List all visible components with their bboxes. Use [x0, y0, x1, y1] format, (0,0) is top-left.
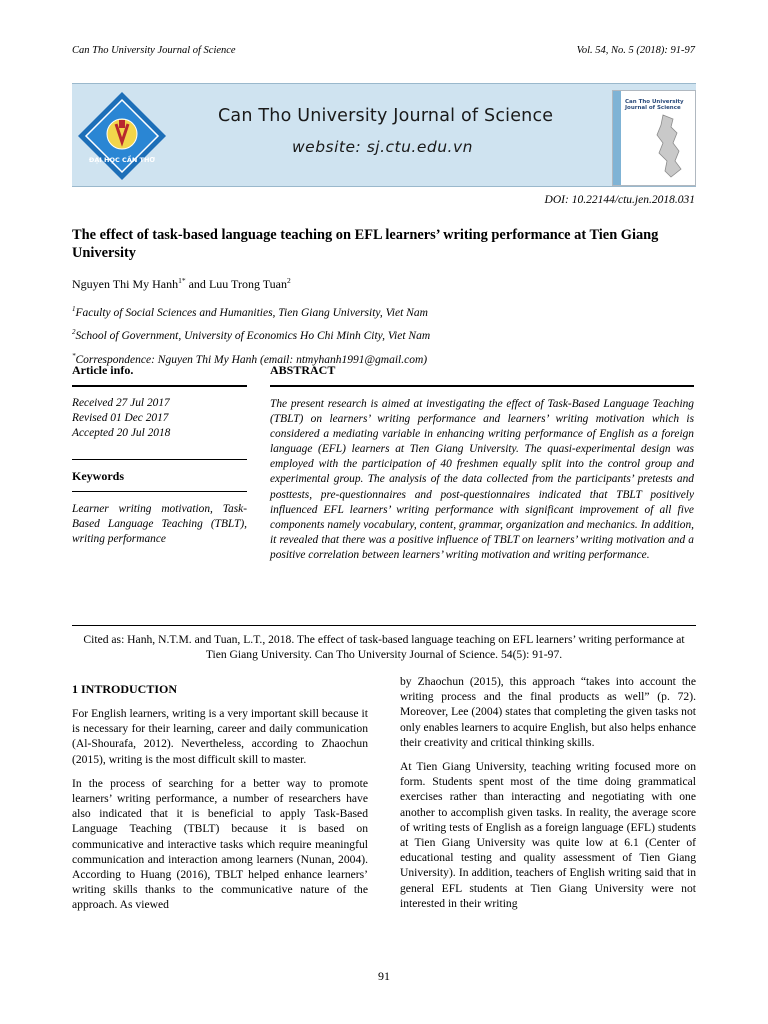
body-left-column — [72, 706, 368, 922]
author-1: Nguyen Thi My Hanh — [72, 277, 179, 291]
keywords-heading: Keywords — [72, 469, 124, 483]
journal-banner — [72, 83, 696, 187]
abstract-heading: ABSTRACT — [270, 363, 336, 377]
author-2: Luu Trong Tuan — [208, 277, 287, 291]
affiliation-1: $^1$Faculty of Social Sciences and Humanities, Tien Giang University, Viet Nam — [72, 305, 428, 319]
affiliation-2: $^2$School of Government, University of Economics Ho Chi Minh City, Viet Nam — [72, 328, 431, 343]
paper-title: The effect of task-based language teaching on EFL learners’ writing performance at Tien Giang University — [72, 227, 659, 261]
banner-title: Can Tho University Journal of Science — [218, 106, 554, 126]
keywords-rule — [72, 491, 247, 492]
citation: Cited as: Hanh, N.T.M. and Tuan, L.T., 2018. The effect of task-based language teaching on EFL learners’ writing performance at Tien Giang University. Can Tho University Journal of Science. 54(5): 91-97. — [83, 633, 685, 661]
page-number: 91 — [378, 969, 390, 983]
paragraph: At Tien Giang University, teaching writing focused more on form. Students spent most of the time doing grammatical exercises rather than interacting and negotiating with one another to accomplish given tasks. In reality, the average score of writing tests of English as a foreign language (EFL) students at Tien Giang University was quite low at 6.1 (Center of educational testing and quality assessment of Tien Giang University). In addition, teachers of English writing said that in general EFL students at Tien Giang University were not interested in their writing — [400, 760, 696, 910]
section-heading: 1 INTRODUCTION — [72, 682, 178, 696]
university-logo-icon — [76, 90, 168, 182]
logo-lettering: ĐẠI HỌC CẦN THƠ — [88, 156, 156, 164]
paragraph: For English learners, writing is a very important skill because it is necessary for their learning, career and daily communication (Al-Shourafa, 2012). Nevertheless, according to Zhaochun (2015), writing is the most difficult skill to master. — [72, 707, 368, 766]
dates-divider — [72, 459, 247, 460]
banner-website: website: sj.ctu.edu.vn — [292, 138, 473, 156]
article-info-rule — [72, 385, 247, 387]
keywords-list: Learner writing motivation, Task-Based Language Teaching (TBLT), writing performance — [72, 503, 247, 546]
author-line — [72, 276, 291, 292]
running-header-volume: Vol. 54, No. 5 (2018): 91-97 — [576, 45, 695, 56]
paragraph: In the process of searching for a better way to promote learners’ writing performance, a number of researchers have also indicated that it is beneficial to apply Task-Based Language Teaching (TBLT) because it is based on communicative and interactive tasks which require meaningful communication and interaction among learners (Nunan, 2004). According to Huang (2016), TBLT helped enhance learners’ writing skills thanks to the communicative nature of the approach. As viewed — [72, 776, 368, 912]
abstract-text: The present research is aimed at investigating the effect of Task-Based Language Teaching (TBLT) on learners’ writing performance and learners’ writing motivation which is considered a mediating variable in enhancing writing performance of English as a foreign language (EFL) learners at Tien Giang University. The quasi-experimental design was employed with the participation of 40 freshmen equally split into the control group and experimental group. The analysis of the data collected from the participants’ pretests and posttests, pre-questionnaires and post-questionnaires indicated that TBLT positively influenced EFL learners’ writing performance with significant improvement of all five components namely vocabulary, content, grammar, organization and mechanics. In addition, it revealed that there was a positive influence of TBLT on learners’ writing motivation and a positive correlation between learners’ writing motivation and writing performance. — [270, 398, 694, 561]
correspondence: *Correspondence: Nguyen Thi My Hanh (email: ntmyhanh1991@gmail.com) — [72, 351, 428, 366]
doi[interactable]: DOI: 10.22144/ctu.jen.2018.031 — [544, 194, 695, 206]
cover-title: Can Tho University Journal of Science — [625, 99, 684, 111]
accepted-date: Accepted 20 Jul 2018 — [72, 427, 171, 439]
body-right-column — [400, 674, 696, 920]
author-2-marker: 2 — [286, 276, 291, 285]
received-date: Received 27 Jul 2017 — [72, 397, 170, 409]
article-info-heading: Article info. — [72, 363, 134, 377]
map-icon — [643, 113, 691, 179]
running-header-journal: Can Tho University Journal of Science — [72, 45, 236, 56]
article-dates — [72, 396, 170, 441]
citation-rule — [72, 625, 696, 626]
revised-date: Revised 01 Dec 2017 — [72, 412, 169, 424]
abstract-rule — [270, 385, 694, 387]
author-1-marker: 1* — [178, 276, 186, 285]
journal-cover-thumbnail — [612, 90, 696, 186]
author-connector: and — [185, 277, 209, 291]
affiliations — [72, 300, 430, 370]
paragraph: by Zhaochun (2015), this approach “takes into account the writing process and the final products as well” (p. 72). Moreover, Lee (2004) states that completing the given tasks not only enables learners to acquire English, but also helps enhance their creativity and critical thinking skills. — [400, 675, 696, 749]
